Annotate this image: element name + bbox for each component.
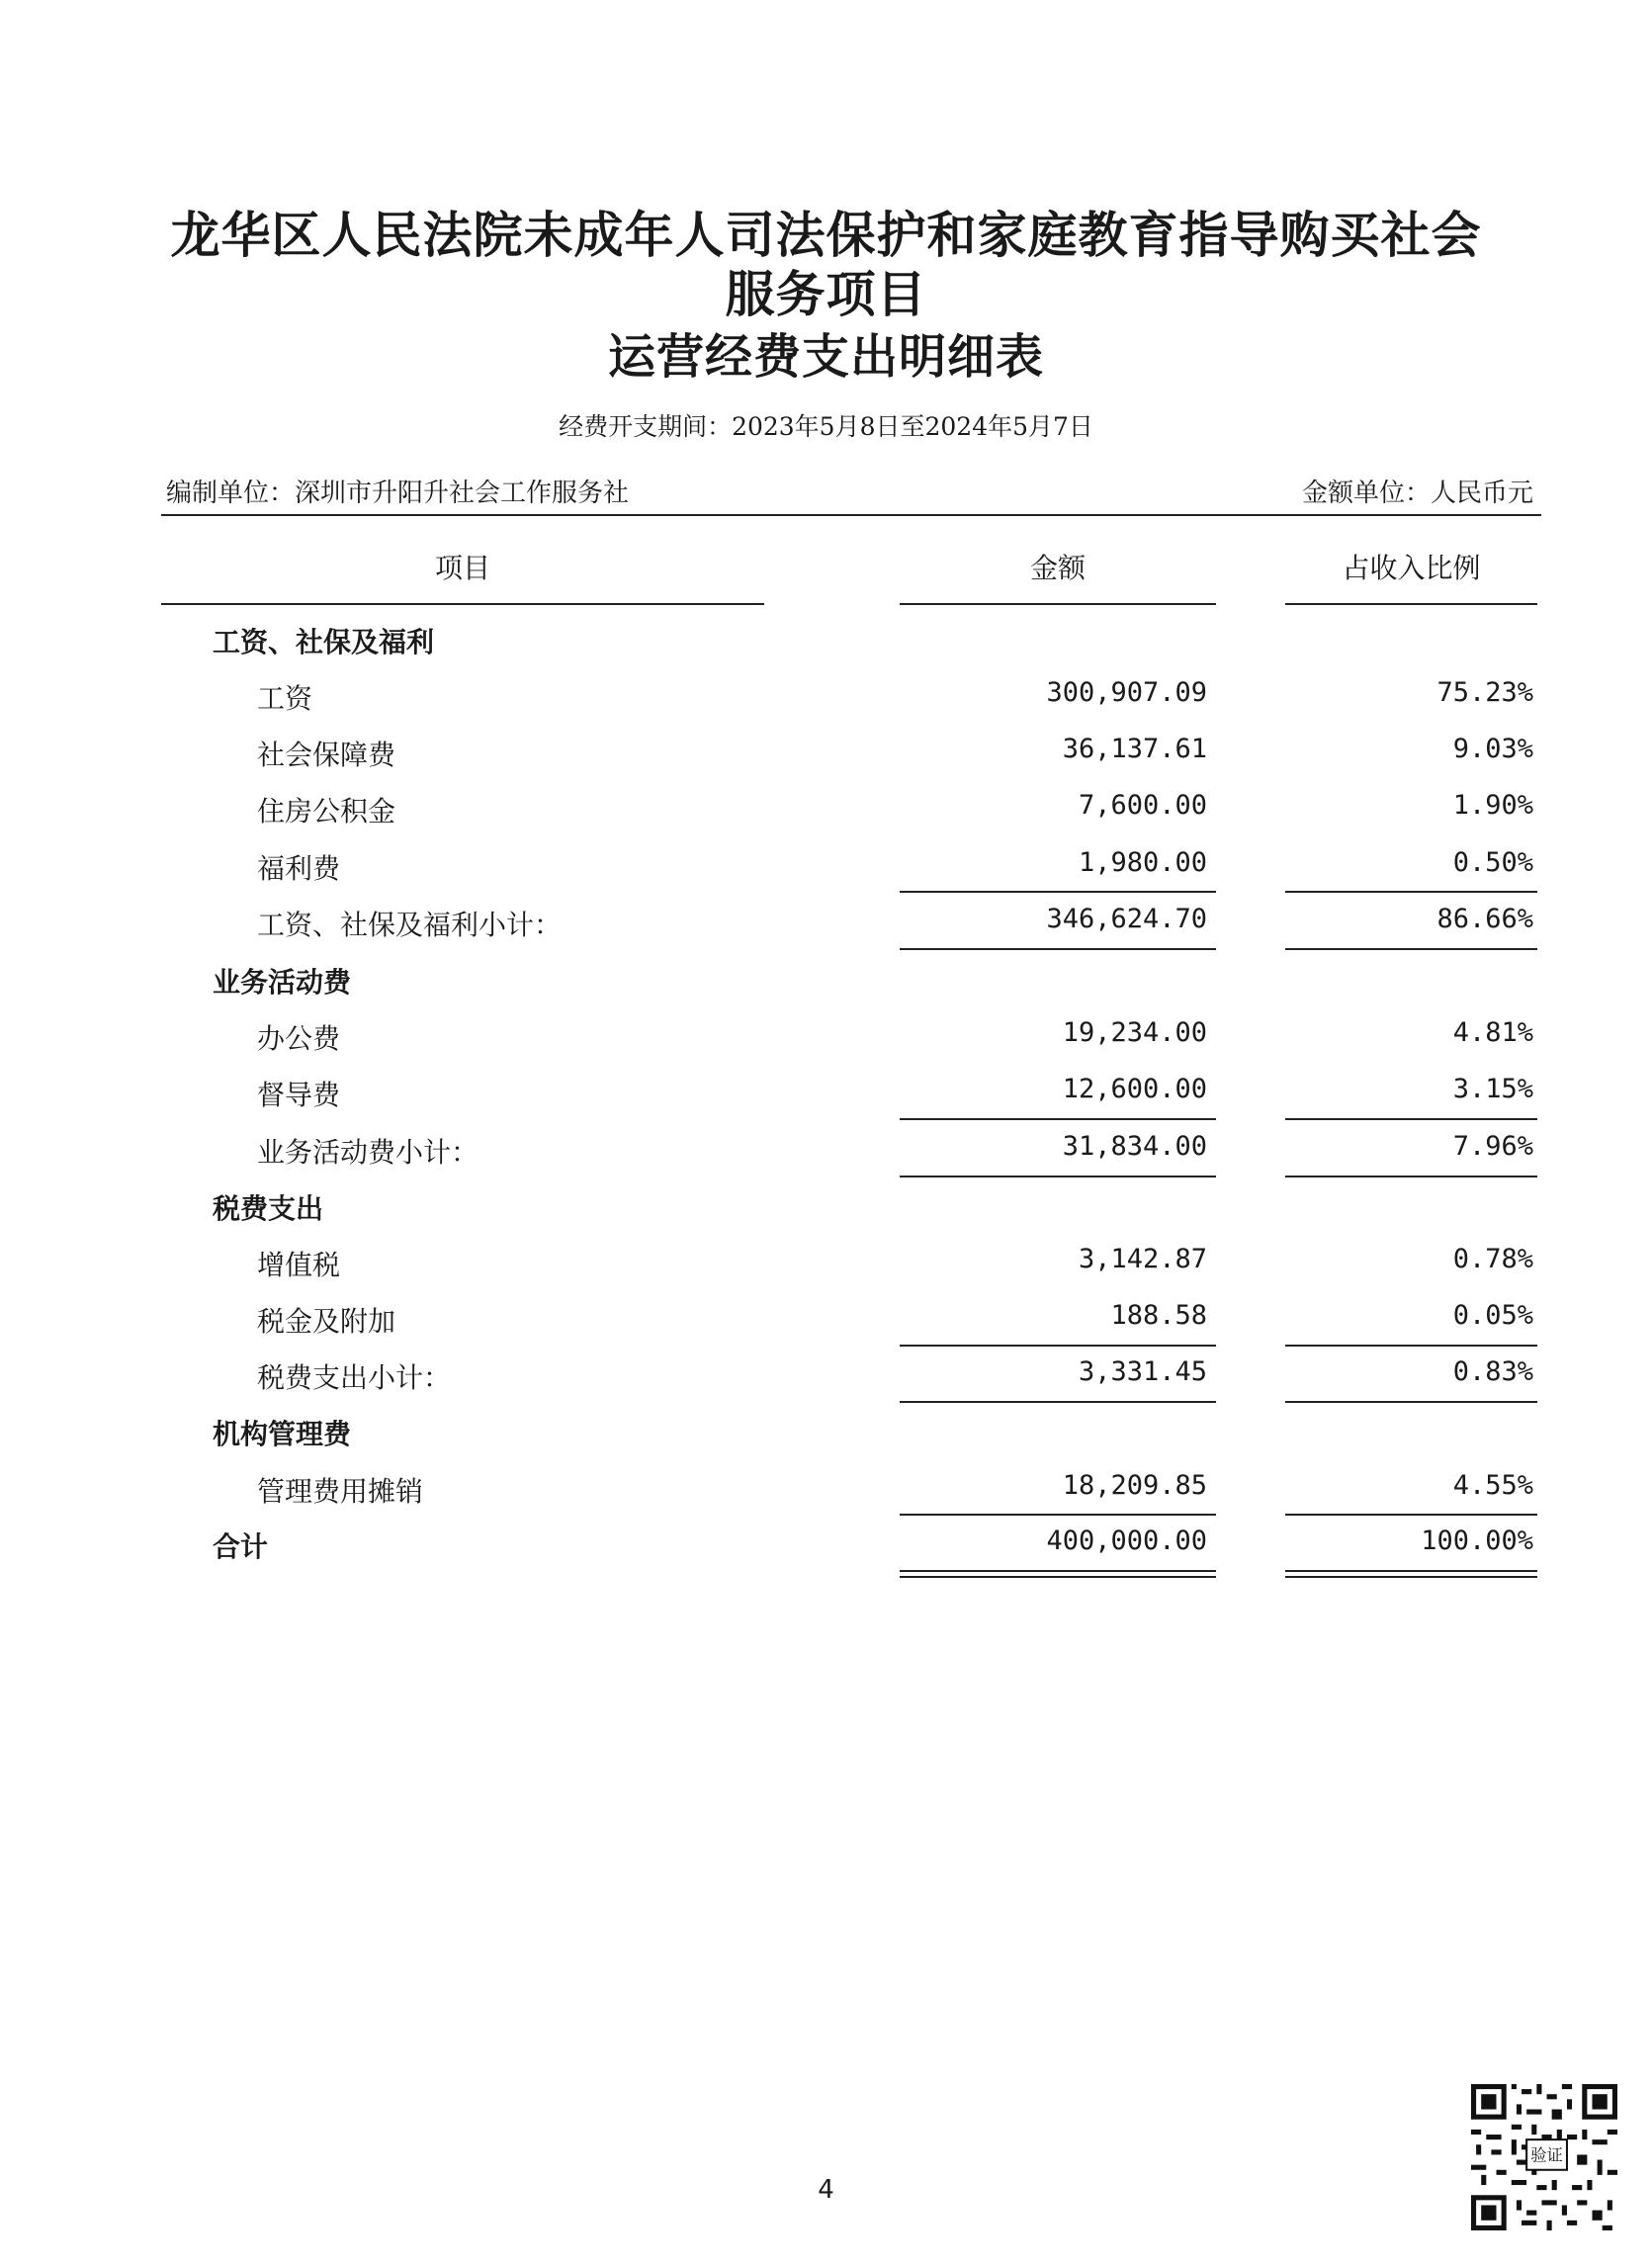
table-row	[0, 847, 1652, 887]
row-ratio: 0.78%	[1452, 1244, 1533, 1274]
subtotal-rule	[900, 891, 1216, 893]
compiler-unit: 编制单位：深圳市升阳升社会工作服务社	[166, 479, 630, 508]
row-ratio: 7.96%	[1452, 1131, 1533, 1162]
row-label: 业务活动费小计：	[257, 1136, 479, 1169]
table-row	[0, 1187, 1652, 1227]
subtotal-rule	[900, 1345, 1216, 1347]
table-row-subtotal	[0, 1356, 1652, 1396]
table-row	[0, 1244, 1652, 1283]
row-label: 工资、社保及福利	[213, 626, 435, 658]
row-amount: 346,624.70	[1046, 904, 1207, 934]
document-title-line2: 服务项目	[725, 266, 927, 323]
row-amount: 188.58	[1110, 1300, 1207, 1331]
row-amount: 1,980.00	[1078, 847, 1207, 878]
document-title-line3: 运营经费支出明细表	[607, 329, 1044, 385]
row-label: 税费支出	[213, 1192, 324, 1225]
row-ratio: 3.15%	[1452, 1074, 1533, 1104]
table-row	[0, 1074, 1652, 1113]
row-ratio: 0.83%	[1452, 1356, 1533, 1387]
total-double-rule	[1285, 1570, 1537, 1572]
table-row	[0, 1017, 1652, 1057]
row-ratio: 0.50%	[1452, 847, 1533, 878]
qr-caption: 验证	[1530, 2145, 1563, 2165]
row-label: 机构管理费	[213, 1418, 352, 1450]
table-row	[0, 1300, 1652, 1340]
row-label: 税费支出小计：	[257, 1361, 452, 1394]
row-amount: 12,600.00	[1062, 1074, 1207, 1104]
table-row	[0, 1413, 1652, 1452]
row-amount: 19,234.00	[1062, 1017, 1207, 1048]
table-row	[0, 677, 1652, 717]
expense-period: 经费开支期间：2023年5月8日至2024年5月7日	[559, 412, 1093, 441]
row-label: 税金及附加	[257, 1305, 396, 1338]
row-amount: 36,137.61	[1062, 734, 1207, 764]
row-ratio: 100.00%	[1421, 1526, 1533, 1556]
table-row-total	[0, 1526, 1652, 1565]
row-label: 管理费用摊销	[257, 1475, 424, 1508]
header-amount: 金额	[1029, 552, 1086, 584]
row-label: 社会保障费	[257, 739, 396, 771]
row-ratio: 1.90%	[1452, 790, 1533, 821]
subtotal-rule	[1285, 1118, 1537, 1120]
row-ratio: 9.03%	[1452, 734, 1533, 764]
row-amount: 31,834.00	[1062, 1131, 1207, 1162]
table-row	[0, 790, 1652, 829]
currency-unit: 金额单位：人民币元	[1301, 479, 1533, 508]
row-ratio: 75.23%	[1436, 677, 1533, 708]
row-label: 增值税	[257, 1249, 341, 1281]
subtotal-rule	[900, 1401, 1216, 1403]
total-double-rule	[900, 1570, 1216, 1572]
header-item: 项目	[434, 552, 490, 584]
header-rule-ratio	[1285, 603, 1537, 605]
subtotal-rule	[1285, 1345, 1537, 1347]
row-label: 工资	[257, 682, 313, 715]
row-label: 工资、社保及福利小计：	[257, 909, 563, 941]
row-ratio: 4.55%	[1452, 1470, 1533, 1501]
row-amount: 18,209.85	[1062, 1470, 1207, 1501]
table-row	[0, 621, 1652, 660]
row-label: 福利费	[257, 852, 341, 885]
page-number: 4	[818, 2175, 834, 2205]
table-row-subtotal	[0, 904, 1652, 943]
row-label: 业务活动费	[213, 966, 352, 999]
header-rule-item	[161, 603, 764, 605]
row-label: 督导费	[257, 1079, 341, 1111]
row-ratio: 4.81%	[1452, 1017, 1533, 1048]
row-amount: 3,142.87	[1078, 1244, 1207, 1274]
row-ratio: 86.66%	[1436, 904, 1533, 934]
table-row	[0, 1470, 1652, 1510]
subtotal-rule	[900, 1176, 1216, 1177]
total-double-rule	[1285, 1576, 1537, 1578]
header-rule-amount	[900, 603, 1216, 605]
table-row	[0, 961, 1652, 1001]
row-label: 合计	[213, 1530, 269, 1563]
table-row-subtotal	[0, 1131, 1652, 1171]
total-double-rule	[900, 1576, 1216, 1578]
subtotal-rule	[1285, 891, 1537, 893]
subtotal-rule	[900, 1118, 1216, 1120]
subtotal-rule	[1285, 1176, 1537, 1177]
row-amount: 7,600.00	[1078, 790, 1207, 821]
row-label: 办公费	[257, 1022, 341, 1055]
subtotal-rule	[1285, 1401, 1537, 1403]
subtotal-rule	[1285, 948, 1537, 950]
document-title-line1: 龙华区人民法院未成年人司法保护和家庭教育指导购买社会	[170, 207, 1482, 264]
row-amount: 300,907.09	[1046, 677, 1207, 708]
total-rule	[1285, 1514, 1537, 1516]
row-ratio: 0.05%	[1452, 1300, 1533, 1331]
subtotal-rule	[900, 948, 1216, 950]
total-rule	[900, 1514, 1216, 1516]
row-amount: 400,000.00	[1046, 1526, 1207, 1556]
qr-code-icon	[1471, 2084, 1617, 2230]
table-row	[0, 734, 1652, 773]
header-top-rule	[161, 514, 1541, 516]
row-label: 住房公积金	[257, 795, 396, 828]
header-ratio: 占收入比例	[1342, 552, 1481, 584]
row-amount: 3,331.45	[1078, 1356, 1207, 1387]
